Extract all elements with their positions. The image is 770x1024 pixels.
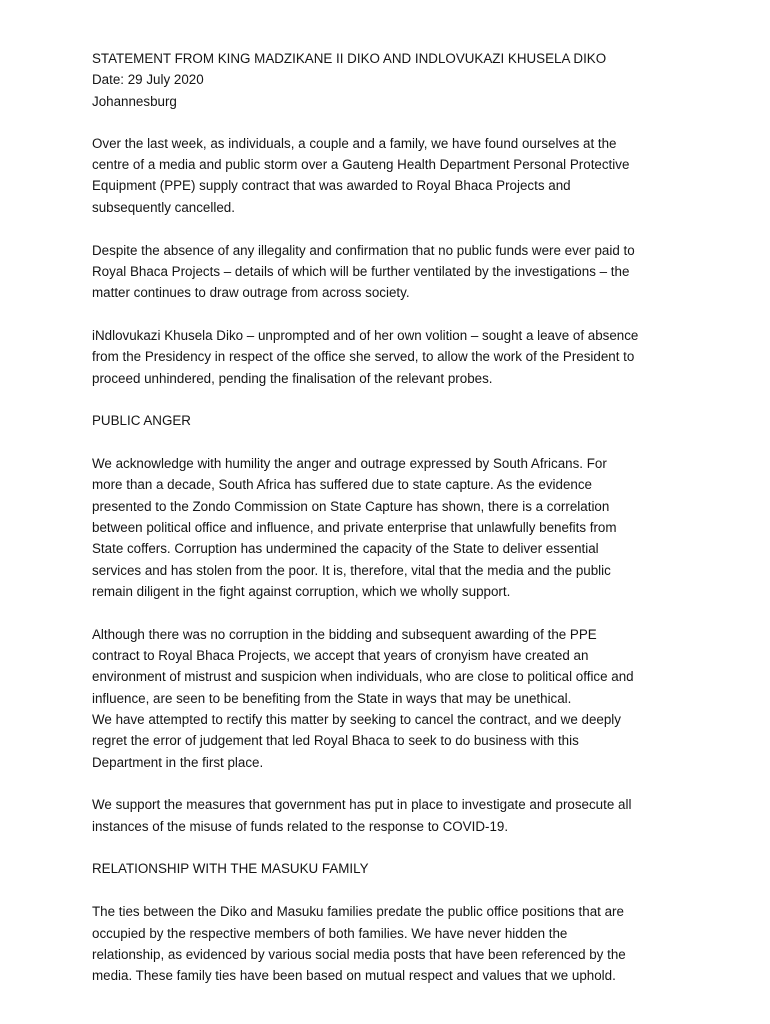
text-line: instances of the misuse of funds related to the response to COVID-19. <box>92 818 509 834</box>
paragraph-intro <box>92 133 738 218</box>
paragraph-family-ties <box>92 901 738 986</box>
text-line: media. These family ties have been based on mutual respect and values that we uphold. <box>92 968 616 984</box>
text-line: regret the error of judgement that led Royal Bhaca to seek to do business with this <box>92 733 579 749</box>
text-line: Royal Bhaca Projects – details of which will be further ventilated by the investigations – the <box>92 263 630 279</box>
text-line: matter continues to draw outrage from across society. <box>92 285 410 301</box>
text-line: proceed unhindered, pending the finalisation of the relevant probes. <box>92 370 493 386</box>
text-line: Department in the first place. <box>92 754 264 770</box>
text-line: from the Presidency in respect of the office she served, to allow the work of the President to <box>92 349 635 365</box>
text-line: presented to the Zondo Commission on State Capture has shown, there is a correlation <box>92 498 610 514</box>
statement-date: Date: 29 July 2020 <box>92 72 204 88</box>
text-line: Despite the absence of any illegality and confirmation that no public funds were ever paid to <box>92 242 635 258</box>
text-line: Although there was no corruption in the bidding and subsequent awarding of the PPE <box>92 626 597 642</box>
text-line: services and has stolen from the poor. It is, therefore, vital that the media and the public <box>92 562 611 578</box>
text-line: contract to Royal Bhaca Projects, we accept that years of cronyism have created an <box>92 648 589 664</box>
paragraph-leave-of-absence <box>92 325 738 389</box>
heading-public-anger: PUBLIC ANGER <box>92 413 191 429</box>
text-line: We acknowledge with humility the anger and outrage expressed by South Africans. For <box>92 456 607 472</box>
text-line: between political office and influence, and private enterprise that unlawfully benefits from <box>92 520 617 536</box>
text-line: influence, are seen to be benefiting from the State in ways that may be unethical. <box>92 690 572 706</box>
paragraph-support-measures <box>92 794 738 837</box>
text-line: State coffers. Corruption has undermined the capacity of the State to deliver essential <box>92 541 599 557</box>
text-line: environment of mistrust and suspicion when individuals, who are close to political office and <box>92 669 634 685</box>
text-line: Equipment (PPE) supply contract that was awarded to Royal Bhaca Projects and <box>92 178 571 194</box>
text-line: iNdlovukazi Khusela Diko – unprompted and of her own volition – sought a leave of absence <box>92 327 639 343</box>
statement-location: Johannesburg <box>92 93 177 109</box>
heading-masuku-relationship: RELATIONSHIP WITH THE MASUKU FAMILY <box>92 861 369 877</box>
paragraph-illegality <box>92 240 738 304</box>
statement-header <box>92 48 738 112</box>
text-line: The ties between the Diko and Masuku families predate the public office positions that are <box>92 904 624 920</box>
text-line: remain diligent in the fight against corruption, which we wholly support. <box>92 583 511 599</box>
document-page <box>92 48 738 1008</box>
paragraph-no-corruption <box>92 624 738 773</box>
text-line: subsequently cancelled. <box>92 199 235 215</box>
text-line: relationship, as evidenced by various social media posts that have been referenced by the <box>92 946 626 962</box>
paragraph-acknowledge-anger <box>92 453 738 602</box>
text-line: We have attempted to rectify this matter by seeking to cancel the contract, and we deeply <box>92 711 621 727</box>
statement-title: STATEMENT FROM KING MADZIKANE II DIKO AND INDLOVUKAZI KHUSELA DIKO <box>92 51 607 66</box>
text-line: more than a decade, South Africa has suffered due to state capture. As the evidence <box>92 477 592 493</box>
text-line: occupied by the respective members of both families. We have never hidden the <box>92 925 568 941</box>
text-line: We support the measures that government has put in place to investigate and prosecute all <box>92 797 632 813</box>
text-line: Over the last week, as individuals, a couple and a family, we have found ourselves at the <box>92 135 617 151</box>
text-line: centre of a media and public storm over a Gauteng Health Department Personal Protective <box>92 157 630 173</box>
